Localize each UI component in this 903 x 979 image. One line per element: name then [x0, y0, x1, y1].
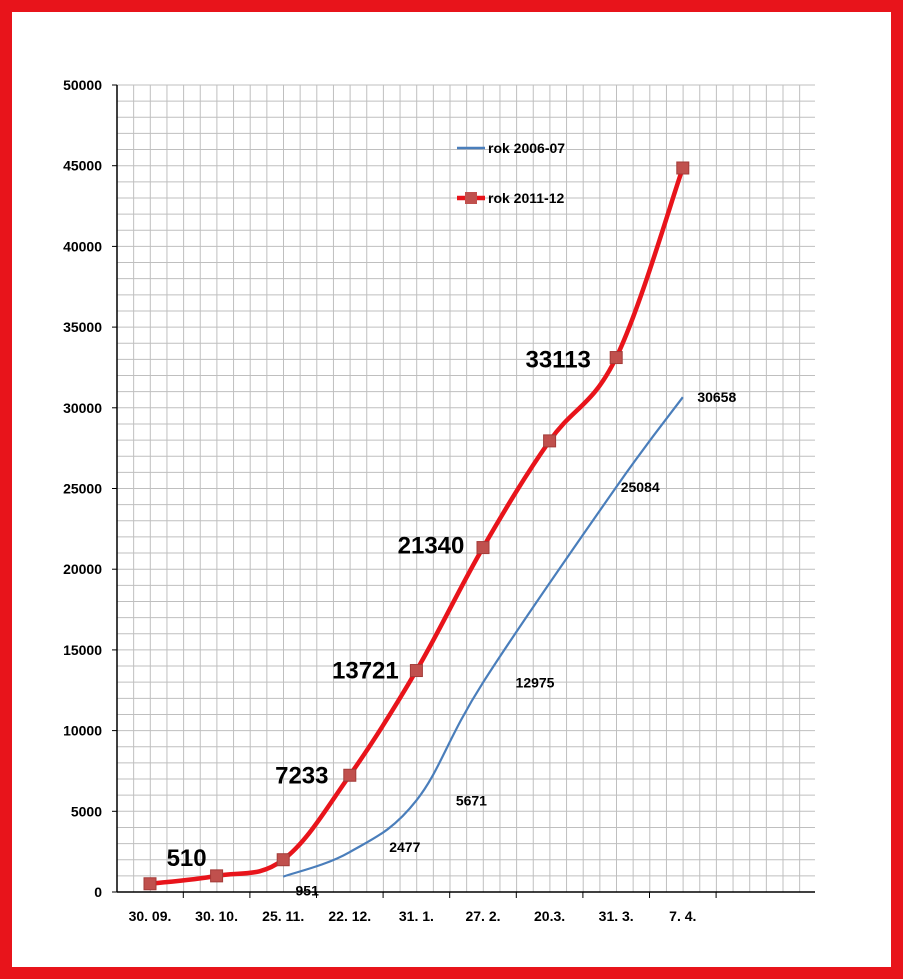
data-label-2006-07: 2477 — [389, 839, 421, 856]
data-label-2006-07: 30658 — [697, 389, 737, 406]
y-tick-label: 50000 — [63, 77, 102, 93]
data-label-2006-07: 25084 — [620, 479, 660, 496]
legend-marker-2011-12 — [465, 192, 477, 204]
y-tick-label: 25000 — [63, 480, 102, 497]
data-label-2006-07: 951 — [295, 882, 319, 899]
grid-layer — [117, 85, 815, 892]
x-tick-label: 30. 10. — [195, 908, 239, 924]
x-tick-label: 20.3. — [534, 908, 566, 924]
x-tick-label: 31. 1. — [398, 908, 434, 924]
y-tick-label: 40000 — [63, 238, 102, 255]
legend-label-2006-07: rok 2006-07 — [488, 140, 566, 156]
y-tick-label: 0 — [94, 884, 102, 900]
x-tick-label: 27. 2. — [465, 908, 501, 924]
series-marker-2011-12 — [677, 162, 689, 174]
series-marker-2011-12 — [610, 352, 622, 364]
series-marker-2011-12 — [144, 878, 156, 890]
y-tick-label: 20000 — [63, 561, 102, 578]
y-tick-label: 5000 — [70, 803, 102, 820]
y-tick-label: 35000 — [63, 319, 102, 336]
series-marker-2011-12 — [344, 769, 356, 781]
data-label-2011-12: 33113 — [525, 346, 591, 374]
x-tick-label: 25. 11. — [262, 908, 305, 924]
x-tick-label: 31. 3. — [598, 908, 634, 924]
y-tick-label: 10000 — [63, 722, 102, 739]
x-tick-label: 22. 12. — [328, 908, 372, 924]
data-label-2011-12: 13721 — [332, 657, 399, 685]
x-tick-label: 30. 09. — [128, 908, 172, 924]
data-label-2011-12: 7233 — [275, 762, 329, 790]
series-marker-2011-12 — [477, 542, 489, 554]
series-marker-2011-12 — [544, 435, 556, 447]
y-tick-label: 45000 — [63, 157, 102, 174]
series-marker-2011-12 — [211, 870, 223, 882]
y-tick-label: 15000 — [63, 641, 102, 658]
data-label-2006-07: 12975 — [515, 674, 555, 691]
legend-label-2011-12: rok 2011-12 — [488, 190, 565, 206]
series-marker-2011-12 — [410, 665, 422, 677]
series-marker-2011-12 — [277, 854, 289, 866]
data-label-2011-12: 510 — [166, 844, 207, 872]
y-tick-label: 30000 — [63, 399, 102, 416]
data-label-2011-12: 21340 — [397, 532, 465, 560]
x-tick-label: 7. 4. — [669, 908, 697, 924]
data-label-2006-07: 5671 — [455, 792, 487, 809]
